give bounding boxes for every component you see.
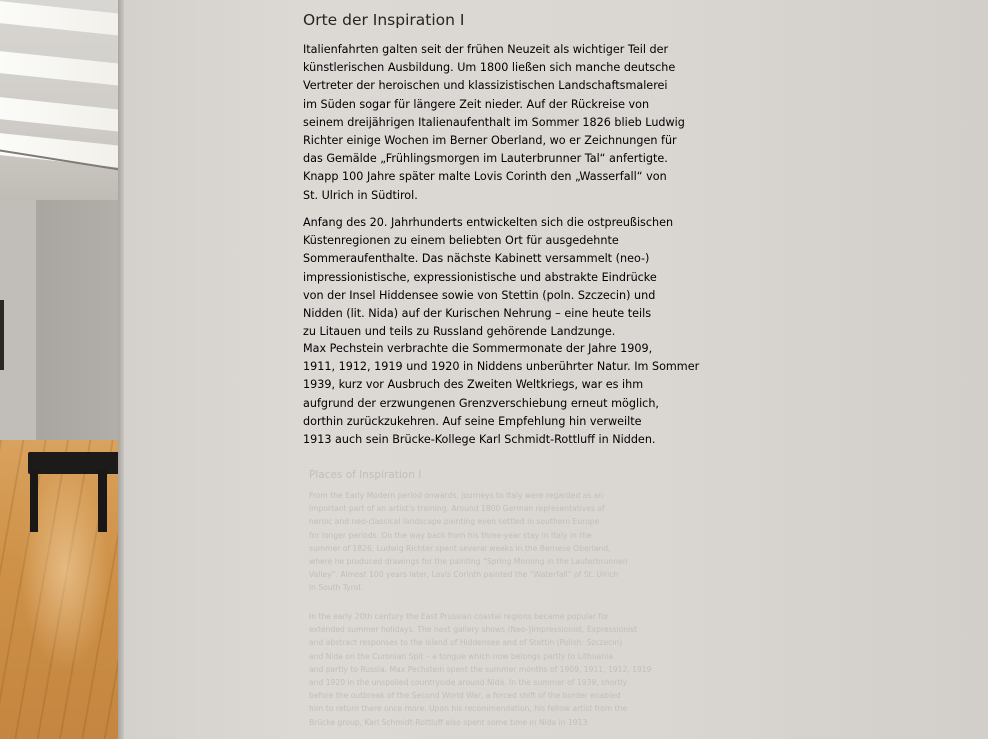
text-line: in South Tyrol. [309, 583, 363, 593]
text-line: Küstenregionen zu einem beliebten Ort für ausgedehnte [303, 234, 619, 248]
text-line: Vertreter der heroischen und klassizistischen Landschaftsmalerei [303, 79, 668, 93]
text-line: aufgrund der erzwungenen Grenzverschiebung erneut möglich, [303, 396, 659, 410]
text-line: das Gemälde „Frühlingsmorgen im Lauterbrunner Tal“ anfertigte. [303, 152, 668, 166]
text-line: him to return there once more. Upon his recommendation, his fellow artist from the [309, 704, 628, 714]
text-line: zu Litauen und teils zu Russland gehörende Landzunge. [303, 325, 616, 339]
text-line: dorthin zurückzukehren. Auf seine Empfehlung hin verweilte [303, 414, 642, 428]
text-line: Italienfahrten galten seit der frühen Neuzeit als wichtiger Teil der [303, 43, 669, 56]
text-line: Valley”. Almost 100 years later, Lovis Corinth painted the “Waterfall” of St. Ulrich [309, 570, 619, 580]
text-line: In the early 20th century the East Prussian coastal regions became popular for [309, 612, 609, 621]
text-line: for longer periods. On the way back from his three-year stay in Italy in the [309, 530, 592, 540]
bench-seat [28, 452, 128, 474]
side-wall-panel [0, 200, 36, 445]
text-line: and Nida on the Curonian Spit – a tongue which now belongs partly to Lithuania [309, 651, 613, 661]
framed-picture-edge [0, 300, 4, 370]
text-line: extended summer holidays. The next gallery shows (Neo-)Impressionist, Expressionist [309, 625, 638, 635]
text-line: heroic and neo-classical landscape painting even settled in southern Europe [309, 517, 600, 527]
text-line: Max Pechstein verbrachte die Sommermonate der Jahre 1909, [303, 342, 653, 355]
text-line: 1911, 1912, 1919 und 1920 in Niddens unberührter Natur. Im Sommer [303, 360, 700, 374]
text-line: St. Ulrich in Südtirol. [303, 188, 418, 202]
de-title: Orte der Inspiration I [303, 11, 465, 29]
bench-leg [98, 470, 107, 532]
text-line: 1939, kurz vor Ausbruch des Zweiten Weltkriegs, war es ihm [303, 378, 644, 392]
de-paragraph-1 [303, 41, 685, 205]
text-line: important part of an artist’s training. Around 1800 German representatives of [309, 504, 605, 514]
de-paragraph-3 [303, 340, 699, 449]
en-paragraph-1 [309, 489, 628, 595]
de-paragraph-2 [303, 214, 673, 341]
text-line: Brücke group, Karl Schmidt-Rottluff also spent some time in Nida in 1913. [309, 717, 590, 727]
text-line: 1913 auch sein Brücke-Kollege Karl Schmidt-Rottluff in Nidden. [303, 433, 656, 447]
text-line: summer of 1826, Ludwig Richter spent several weeks in the Bernese Oberland, [309, 543, 611, 553]
text-line: before the outbreak of the Second World War, a forced shift of the border enabled [309, 691, 621, 701]
text-line: von der Insel Hiddensee sowie von Stettin (poln. Szczecin) und [303, 288, 656, 302]
text-line: im Süden sogar für längere Zeit nieder. Auf der Rückreise von [303, 97, 650, 111]
text-line: and 1920 in the unspoiled countryside around Nida. In the summer of 1939, shortly [309, 678, 628, 688]
text-line: seinem dreijährigen Italienaufenthalt im Sommer 1826 blieb Ludwig [303, 115, 685, 129]
text-line: and partly to Russia. Max Pechstein spent the summer months of 1909, 1911, 1912, 1919 [309, 664, 652, 674]
text-line: Anfang des 20. Jahrhunderts entwickelten sich die ostpreußischen [303, 216, 674, 229]
text-line: where he produced drawings for the painting “Spring Morning in the Lauterbrunnen [309, 557, 628, 567]
text-line: and abstract responses to the island of Hiddensee and of Stettin (Polish: Szczecin) [309, 638, 623, 648]
text-line: Richter einige Wochen im Berner Oberland, wo er Zeichnungen für [303, 134, 677, 148]
gallery-room-view [0, 0, 132, 739]
text-line: Sommeraufenthalte. Das nächste Kabinett versammelt (neo-) [303, 252, 650, 266]
text-line: künstlerischen Ausbildung. Um 1800 ließen sich manche deutsche [303, 61, 676, 75]
wall-panel-edge [118, 0, 124, 739]
bench-leg [30, 470, 38, 532]
en-title: Places of Inspiration I [309, 469, 422, 481]
en-paragraph-2 [309, 610, 651, 729]
text-line: impressionistische, expressionistische und abstrakte Eindrücke [303, 270, 657, 284]
text-line: From the Early Modern period onwards, journeys to Italy were regarded as an [309, 491, 604, 500]
text-line: Nidden (lit. Nida) auf der Kurischen Nehrung – eine heute teils [303, 307, 652, 321]
text-line: Knapp 100 Jahre später malte Lovis Corinth den „Wasserfall“ von [303, 170, 667, 184]
